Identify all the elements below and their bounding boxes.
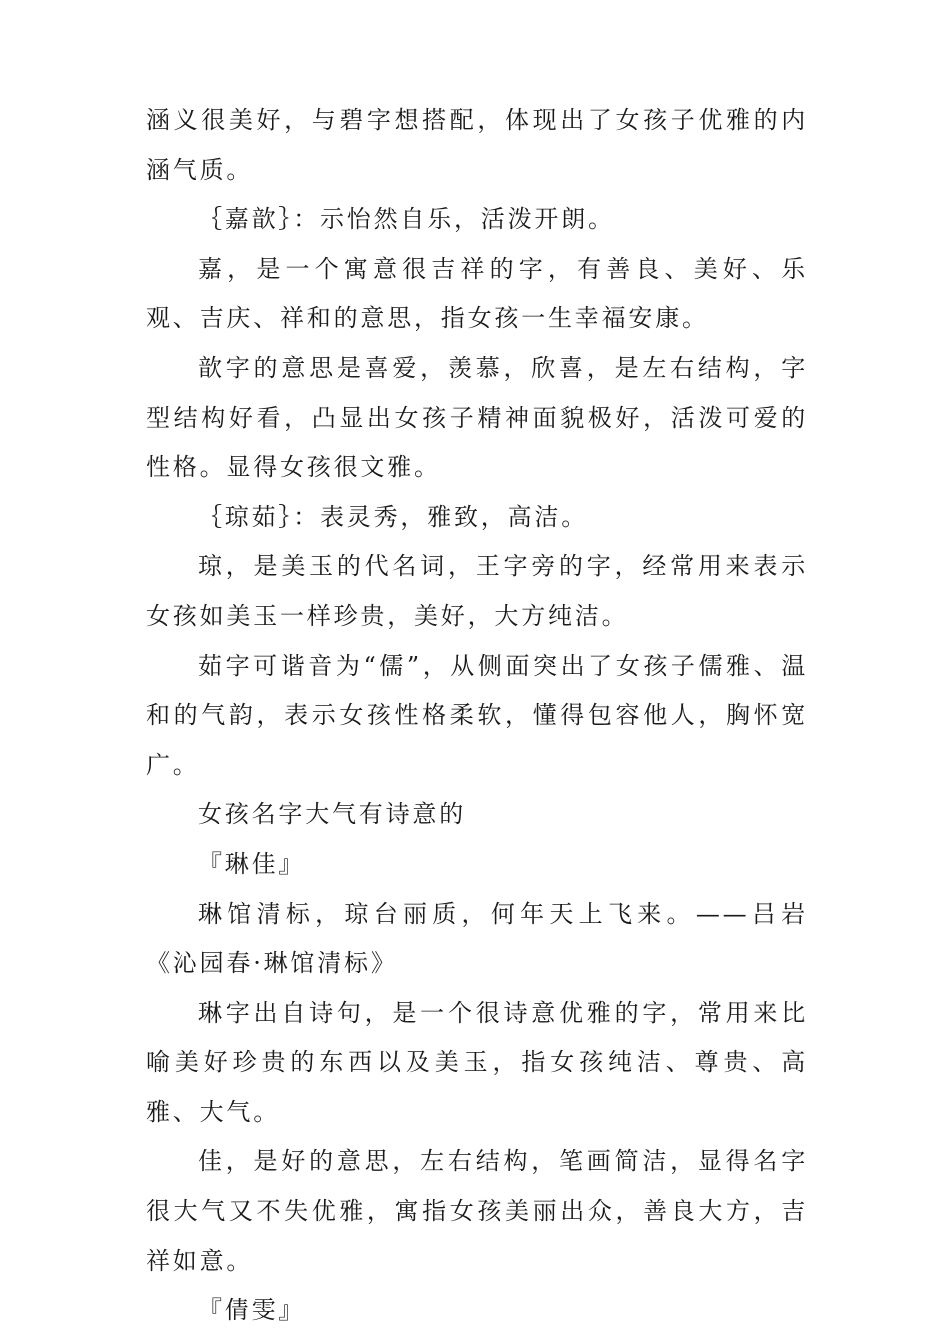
paragraph-continuation: 涵义很美好，与碧字想搭配，体现出了女孩子优雅的内涵气质。 bbox=[146, 106, 808, 184]
paragraph-jia2-meaning: 佳，是好的意思，左右结构，笔画简洁，显得名字很大气又不失优雅，寓指女孩美丽出众，善良大方，吉祥如意。 bbox=[146, 1147, 808, 1275]
paragraph-name-qianwen-heading: 『倩雯』 bbox=[198, 1296, 306, 1325]
paragraph-name-linjia-heading: 『琳佳』 bbox=[198, 849, 306, 878]
paragraph-poem-quote: 琳馆清标，琼台丽质，何年天上飞来。——吕岩《沁园春·琳馆清标》 bbox=[146, 899, 808, 978]
paragraph-name-qiongru-heading: ｛琼茹｝：表灵秀，雅致，高洁。 bbox=[198, 502, 588, 531]
paragraph-xin-meaning: 歆字的意思是喜爱，羡慕，欣喜，是左右结构，字型结构好看，凸显出女孩子精神面貌极好，活泼可爱的性格。显得女孩很文雅。 bbox=[146, 353, 808, 482]
paragraph-lin-meaning: 琳字出自诗句，是一个很诗意优雅的字，常用来比喻美好珍贵的东西以及美玉，指女孩纯洁、尊贵、高雅、大气。 bbox=[146, 998, 808, 1126]
paragraph-qiong-meaning: 琼，是美玉的代名词，王字旁的字，经常用来表示女孩如美玉一样珍贵，美好，大方纯洁。 bbox=[146, 552, 808, 630]
section-heading: 女孩名字大气有诗意的 bbox=[198, 800, 466, 829]
paragraph-name-jiaxin-heading: ｛嘉歆｝：示怡然自乐，活泼开朗。 bbox=[198, 205, 615, 234]
paragraph-jia-meaning: 嘉，是一个寓意很吉祥的字，有善良、美好、乐观、吉庆、祥和的意思，指女孩一生幸福安康。 bbox=[146, 254, 808, 333]
paragraph-ru-meaning: 茹字可谐音为“儒”，从侧面突出了女孩子儒雅、温和的气韵，表示女孩性格柔软，懂得包容他人，胸怀宽广。 bbox=[146, 651, 808, 779]
document-body bbox=[146, 96, 808, 1336]
